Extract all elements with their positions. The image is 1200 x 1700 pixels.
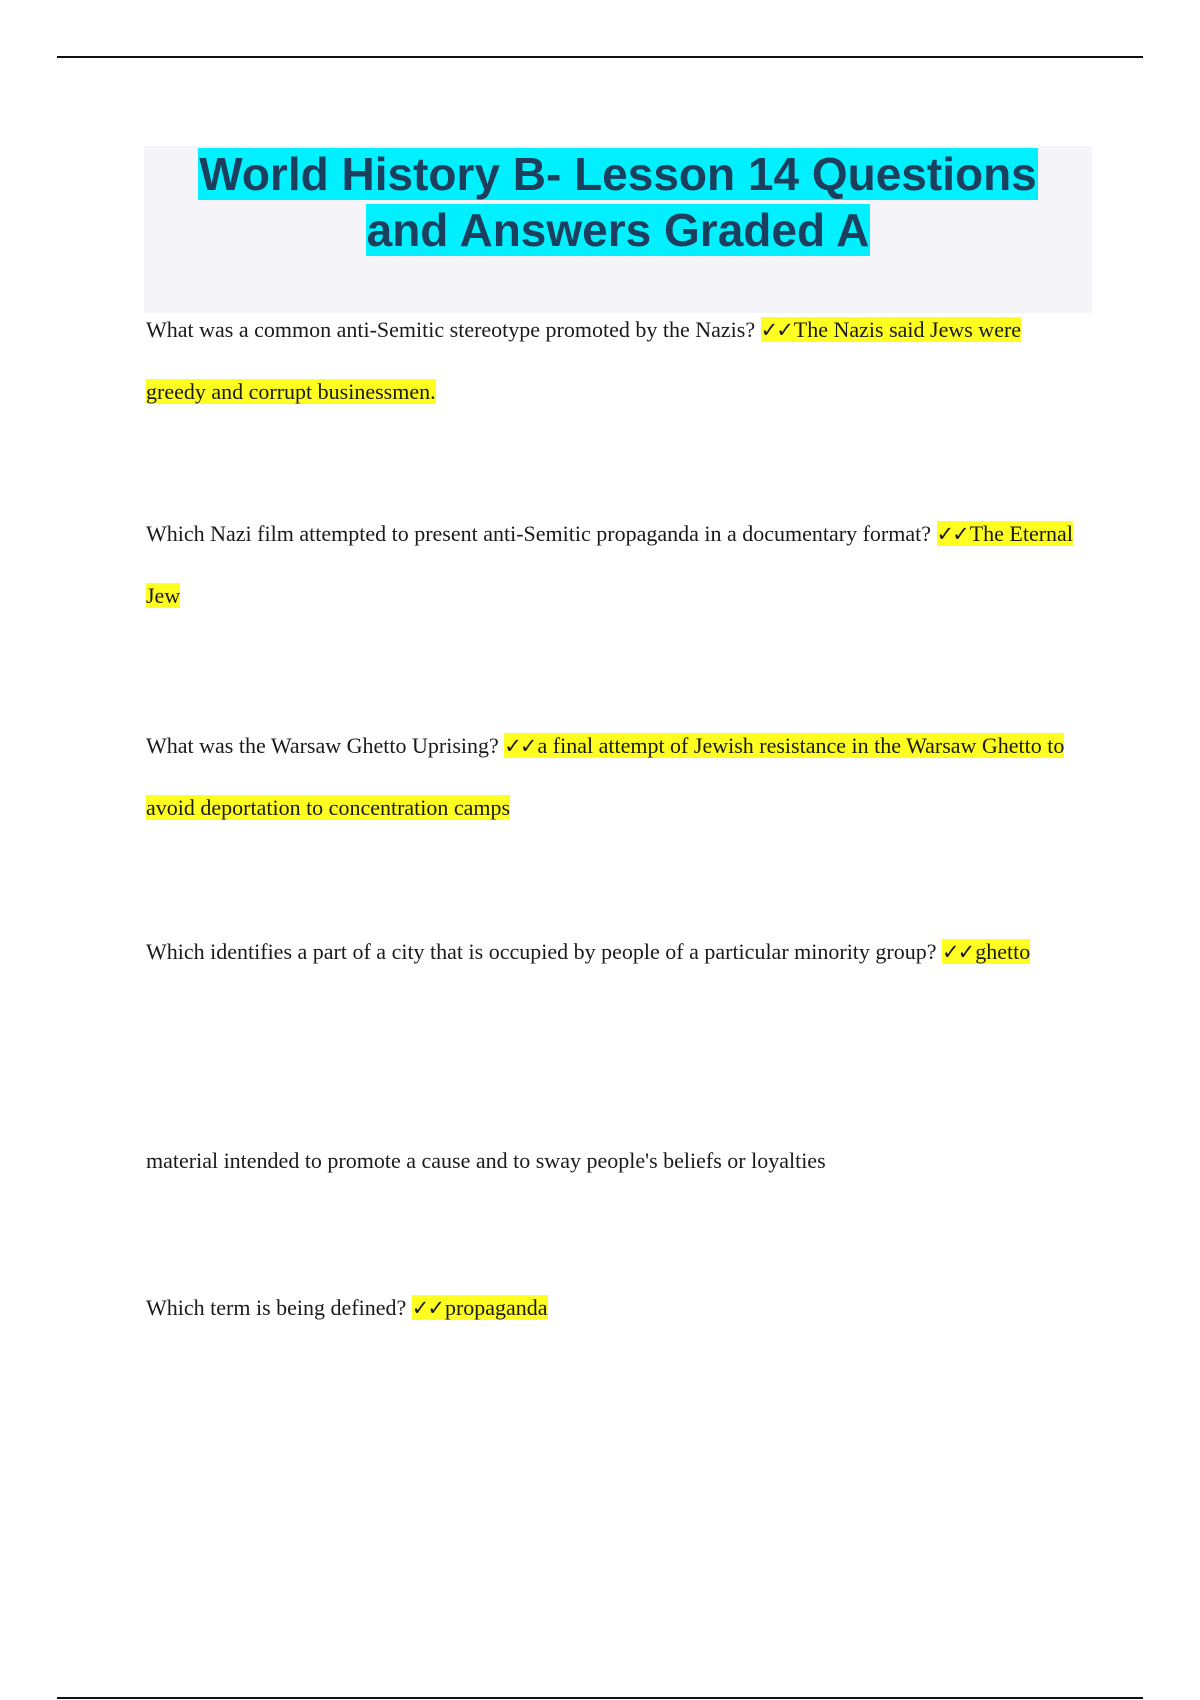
bottom-rule	[57, 1697, 1143, 1699]
title-line-1: World History B- Lesson 14 Questions	[199, 148, 1037, 200]
question-text: Which Nazi film attempted to present anti-Semitic propaganda in a documentary format?	[146, 521, 931, 546]
answer-text: ✓✓The Eternal Jew	[146, 521, 1073, 608]
answer-text: ✓✓The Nazis said Jews were greedy and corrupt businessmen.	[146, 317, 1022, 404]
question-text: What was the Warsaw Ghetto Uprising?	[146, 733, 499, 758]
title-box	[144, 146, 1092, 313]
definition-text: material intended to promote a cause and to sway people's beliefs or loyalties	[146, 1148, 826, 1173]
double-check-icon: ✓✓	[936, 522, 968, 546]
double-check-icon: ✓✓	[504, 734, 536, 758]
qa-item-2	[146, 503, 1076, 626]
question-text: Which identifies a part of a city that is occupied by people of a particular minority group?	[146, 939, 937, 964]
top-rule	[57, 56, 1143, 58]
qa-item-3	[146, 715, 1076, 838]
answer-text: ✓✓propaganda	[411, 1295, 548, 1320]
qa-item-5	[146, 1130, 1076, 1191]
double-check-icon: ✓✓	[411, 1296, 443, 1320]
question-text: What was a common anti-Semitic stereotype promoted by the Nazis?	[146, 317, 756, 342]
qa-item-6	[146, 1277, 1076, 1339]
double-check-icon: ✓✓	[942, 940, 974, 964]
page-title	[144, 146, 1092, 258]
double-check-icon: ✓✓	[760, 318, 792, 342]
qa-item-1	[146, 299, 1076, 422]
answer-text: ✓✓a final attempt of Jewish resistance in the Warsaw Ghetto to avoid deportation to concentration camps	[146, 733, 1065, 820]
question-text: Which term is being defined?	[146, 1295, 407, 1320]
title-line-2: and Answers Graded A	[366, 204, 870, 256]
qa-item-4	[146, 921, 1076, 983]
answer-text: ✓✓ghetto	[942, 939, 1031, 964]
